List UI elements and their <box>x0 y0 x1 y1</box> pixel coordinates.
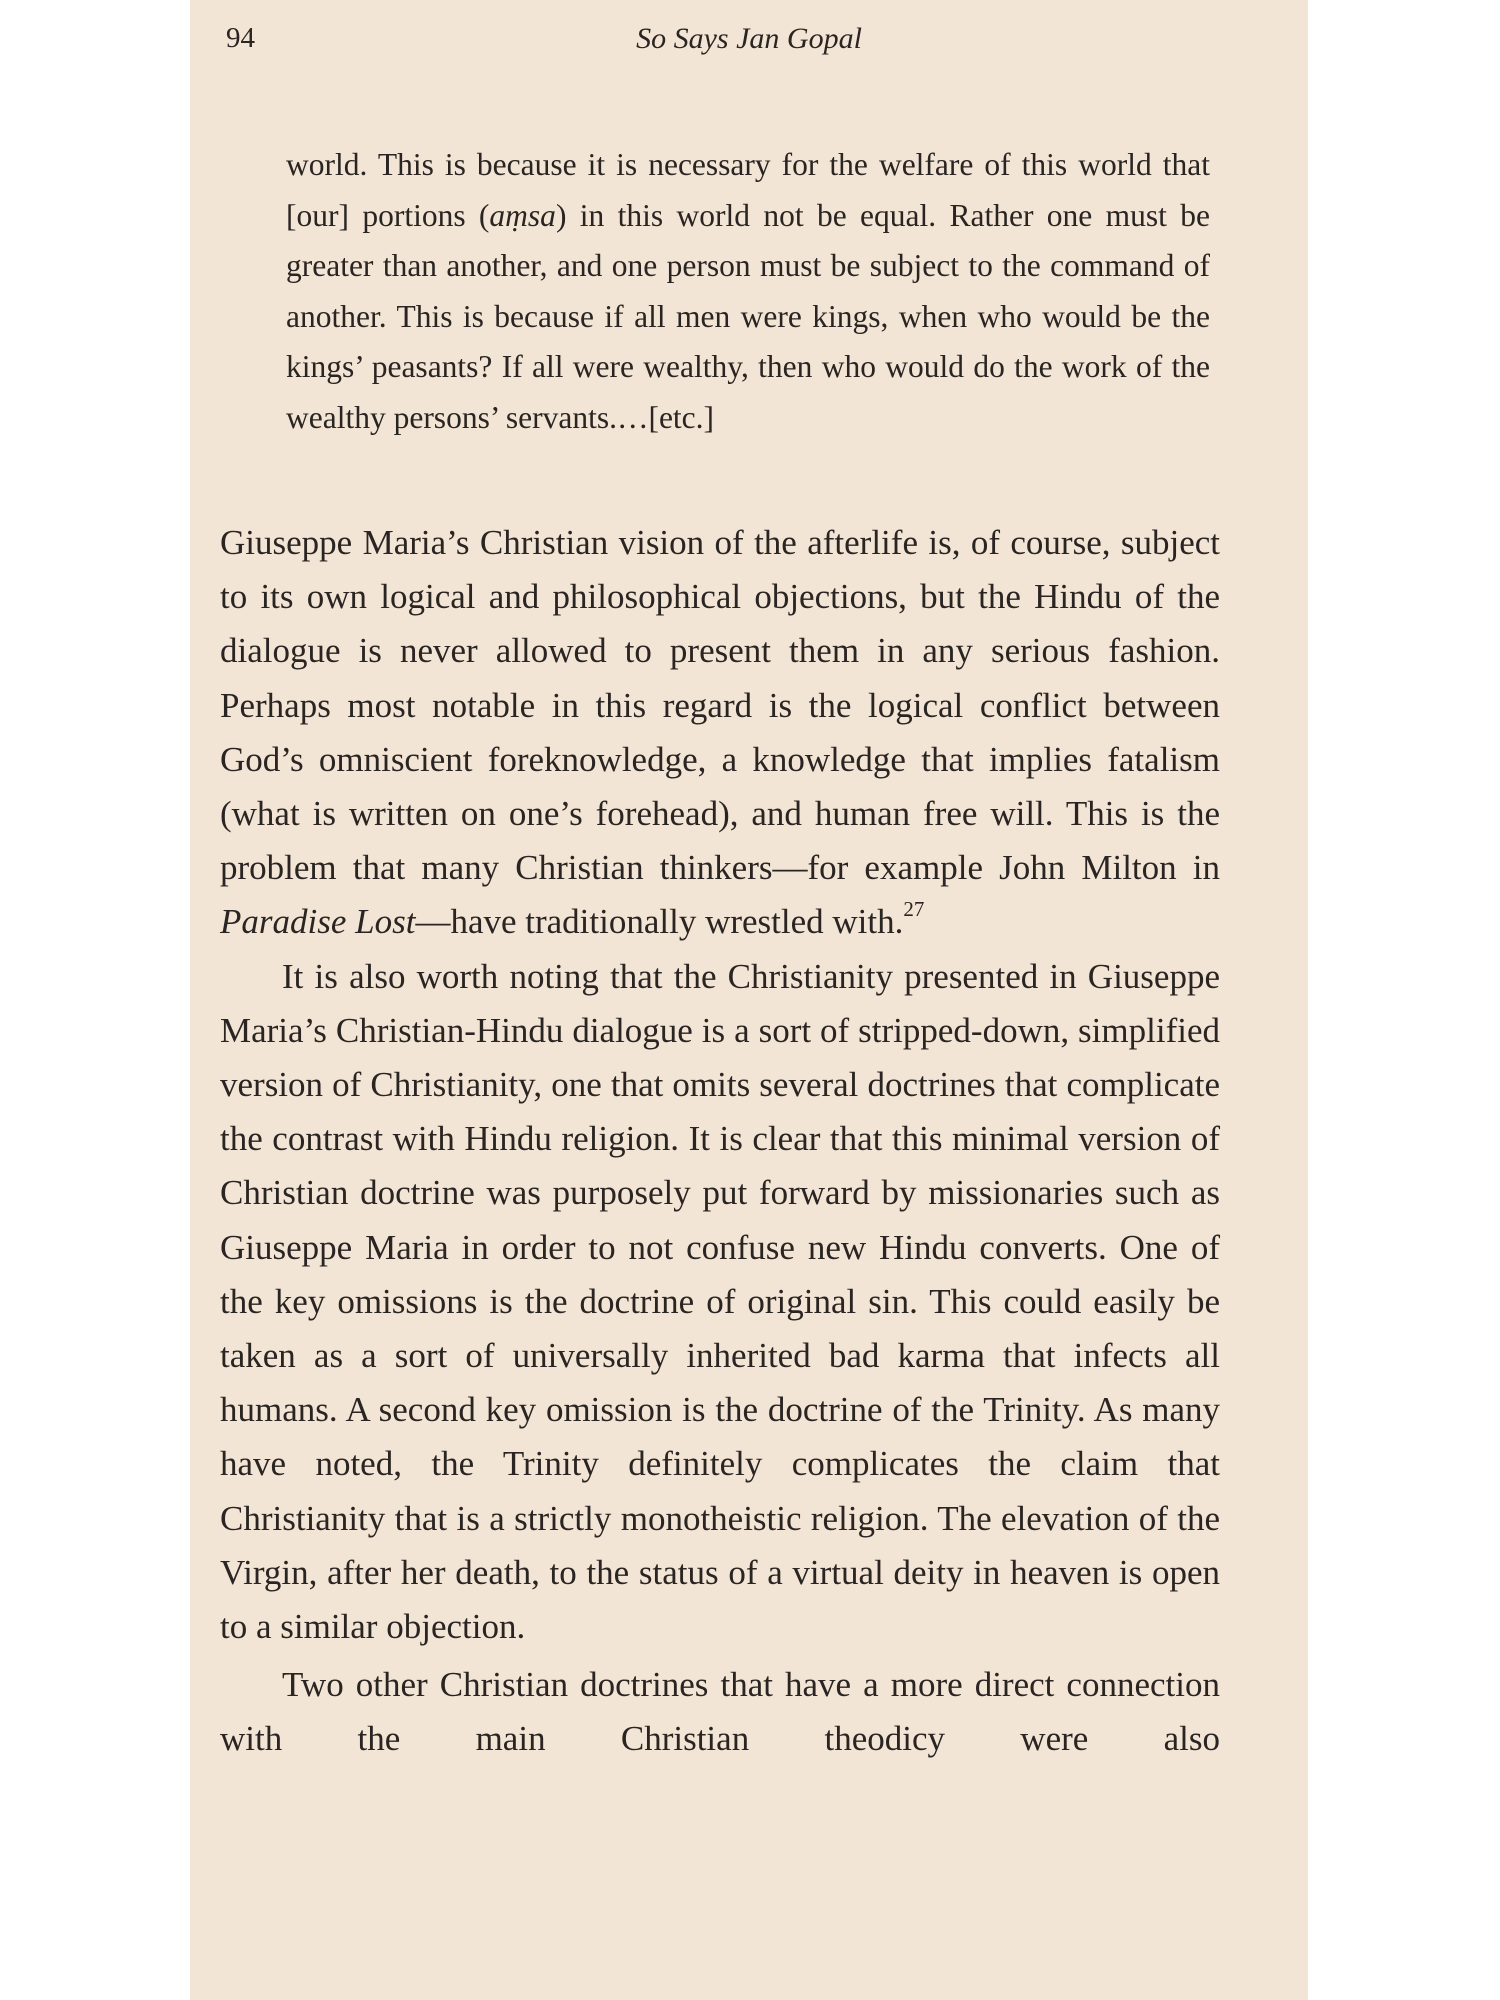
quote-text-start: world. This is because it is necessary for the welfare of this world that [our] portions ( <box>286 147 1210 233</box>
paragraph-1 <box>220 516 1220 950</box>
body-text <box>220 516 1220 1767</box>
paragraph-2: It is also worth noting that the Christianity presented in Giuseppe Maria’s Christian-Hindu dialogue is a sort of stripped-down, simplified version of Christianity, one that omits several doctrines that complicate the contrast with Hindu religion. It is clear that this minimal version of Christian doctrine was purposely put forward by missionaries such as Giuseppe Maria in order to not confuse new Hindu converts. One of the key omissions is the doctrine of original sin. This could easily be taken as a sort of universally inherited bad karma that infects all humans. A second key omission is the doctrine of the Trinity. As many have noted, the Trinity definitely complicates the claim that Christianity that is a strictly monotheistic religion. The elevation of the Virgin, after her death, to the status of a virtual deity in heaven is open to a similar objection. <box>220 956 1220 1647</box>
quote-text-end: ) in this world not be equal. Rather one must be greater than another, and one person must be subject to the command of another. This is because if all men were kings, when who would be the kings’ peasants? If all were wealthy, then who would do the work of the wealthy persons’ servants.…[etc.] <box>286 197 1210 435</box>
book-title: Paradise Lost <box>220 902 416 942</box>
paragraph-1-text-end: —have traditionally wrestled with. <box>415 902 904 942</box>
running-title: So Says Jan Gopal <box>636 22 862 55</box>
book-page <box>190 0 1308 2000</box>
footnote-ref[interactable]: 27 <box>903 897 925 922</box>
paragraph-1-text: Giuseppe Maria’s Christian vision of the afterlife is, of course, subject to its own logical and philosophical objections, but the Hindu of the dialogue is never allowed to present them in any serious fashion. Perhaps most notable in this regard is the logical conflict between God’s omniscient foreknowledge, a knowledge that implies fatalism (what is written on one’s forehead), and human free will. This is the problem that many Christian thinkers—for example John Milton in <box>220 523 1220 888</box>
page-header <box>226 22 1272 62</box>
block-quote <box>286 140 1210 443</box>
quote-term: aṃsa <box>489 197 556 233</box>
page-number: 94 <box>226 22 255 54</box>
paragraph-3: Two other Christian doctrines that have a more direct connection with the main Christian theodicy were also <box>220 1665 1220 1759</box>
